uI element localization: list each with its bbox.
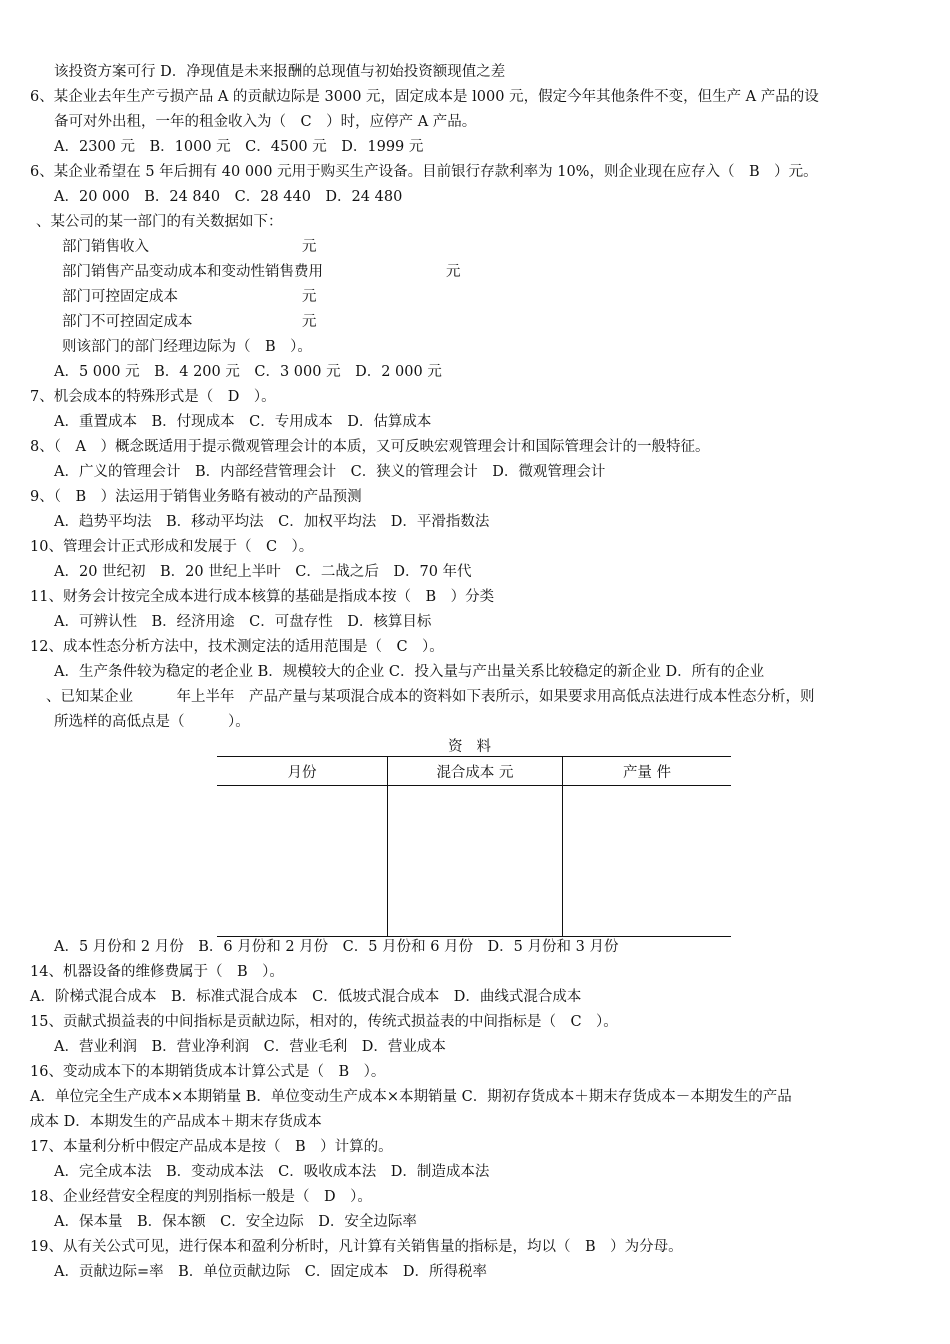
dept-item-label: 部门销售产品变动成本和变动性销售费用: [62, 264, 323, 280]
dept-item-unit: 元: [302, 239, 317, 255]
dept-item-unit: 元: [302, 314, 317, 330]
table-header: 混合成本 元: [388, 757, 563, 786]
options-line: A．趋势平均法 B．移动平均法 C．加权平均法 D．平滑指数法: [54, 514, 490, 530]
options-line: A．生产条件较为稳定的老企业 B．规模较大的企业 C．投入量与产出量关系比较稳定的新企业 D．所有的企业: [54, 664, 765, 680]
question-10: 10、管理会计正式形成和发展于（ C ）。: [30, 539, 314, 555]
options-line: A．营业利润 B．营业净利润 C．营业毛利 D．营业成本: [54, 1039, 446, 1055]
question-16: 16、变动成本下的本期销货成本计算公式是（ B ）。: [30, 1064, 386, 1080]
dept-item-label: 部门可控固定成本: [62, 289, 178, 305]
options-line: A．可辨认性 B．经济用途 C．可盘存性 D．核算目标: [54, 614, 432, 630]
question-18: 18、企业经营安全程度的判别指标一般是（ D ）。: [30, 1189, 372, 1205]
question-17: 17、本量利分析中假定产品成本是按（ B ）计算的。: [30, 1139, 393, 1155]
dept-item-unit: 元: [446, 264, 461, 280]
question-12: 12、成本性态分析方法中，技术测定法的适用范围是（ C ）。: [30, 639, 444, 655]
options-line: A．2300 元 B．1000 元 C．4500 元 D．1999 元: [54, 139, 424, 155]
options-line: A．20 世纪初 B．20 世纪上半叶 C．二战之后 D．70 年代: [54, 564, 472, 580]
question-6b: 6、某企业希望在 5 年后拥有 40 000 元用于购买生产设备。目前银行存款利率为 10%，则企业现在应存入（ B ）元。: [30, 164, 818, 180]
question-19: 19、从有关公式可见，进行保本和盈利分析时，凡计算有关销售量的指标是，均以（ B ）为分母。: [30, 1239, 683, 1255]
options-line: A．广义的管理会计 B．内部经营管理会计 C．狭义的管理会计 D．微观管理会计: [54, 464, 606, 480]
question-7: 7、机会成本的特殊形式是（ D ）。: [30, 389, 276, 405]
table-cell: [388, 786, 563, 937]
table-header: 月份: [217, 757, 388, 786]
text-line: 备可对外出租，一年的租金收入为（ C ）时，应停产 A 产品。: [54, 114, 477, 130]
question-8: 8、（ A ）概念既适用于提示微观管理会计的本质，又可反映宏观管理会计和国际管理会计的一般特征。: [30, 439, 710, 455]
table-header: 产量 件: [563, 757, 732, 786]
options-line: A．重置成本 B．付现成本 C．专用成本 D．估算成本: [54, 414, 432, 430]
table-cell: [217, 786, 388, 937]
options-line: A．阶梯式混合成本 B．标准式混合成本 C．低坡式混合成本 D．曲线式混合成本: [30, 989, 582, 1005]
table-cell: [563, 786, 732, 937]
options-line: A．保本量 B．保本额 C．安全边际 D．安全边际率: [54, 1214, 417, 1230]
text-line: 该投资方案可行 D．净现值是未来报酬的总现值与初始投资额现值之差: [54, 64, 506, 80]
options-line: A．单位完全生产成本×本期销量 B．单位变动生产成本×本期销量 C．期初存货成本＋期末存货成本－本期发生的产品: [30, 1089, 792, 1105]
question-11: 11、财务会计按完全成本进行成本核算的基础是指成本按（ B ）分类: [30, 589, 495, 605]
options-line: A．贡献边际=率 B．单位贡献边际 C．固定成本 D．所得税率: [54, 1264, 487, 1280]
options-line: 成本 D．本期发生的产品成本＋期末存货成本: [30, 1114, 322, 1130]
text-line: 所选样的高低点是（ ）。: [54, 714, 250, 730]
question-9: 9、（ B ）法运用于销售业务略有被动的产品预测: [30, 489, 362, 505]
options-line: A．20 000 B．24 840 C．28 440 D．24 480: [54, 189, 403, 205]
data-table: [217, 756, 731, 937]
question-15: 15、贡献式损益表的中间指标是贡献边际，相对的，传统式损益表的中间指标是（ C ）。: [30, 1014, 618, 1030]
dept-item-label: 部门不可控固定成本: [62, 314, 193, 330]
dept-item-unit: 元: [302, 289, 317, 305]
options-line: A．5 000 元 B．4 200 元 C．3 000 元 D．2 000 元: [54, 364, 442, 380]
text-line: 则该部门的部门经理边际为（ B ）。: [62, 339, 312, 355]
table-header-row: [217, 757, 731, 786]
question-6a: 6、某企业去年生产亏损产品 A 的贡献边际是 3000 元，固定成本是 l000 元，假定今年其他条件不变，但生产 A 产品的设: [30, 89, 819, 105]
options-line: A．5 月份和 2 月份 B．6 月份和 2 月份 C．5 月份和 6 月份 D．5 月份和 3 月份: [54, 939, 619, 955]
table-row: [217, 786, 731, 937]
question-14: 14、机器设备的维修费属于（ B ）。: [30, 964, 284, 980]
options-line: A．完全成本法 B．变动成本法 C．吸收成本法 D．制造成本法: [54, 1164, 490, 1180]
dept-item-label: 部门销售收入: [62, 239, 149, 255]
question-13: 、已知某企业 年上半年 产品产量与某项混合成本的资料如下表所示，如果要求用高低点法进行成本性态分析，则: [46, 689, 815, 705]
question-dept: 、某公司的某一部门的有关数据如下：: [36, 214, 283, 230]
table-title: 资料: [448, 739, 505, 755]
